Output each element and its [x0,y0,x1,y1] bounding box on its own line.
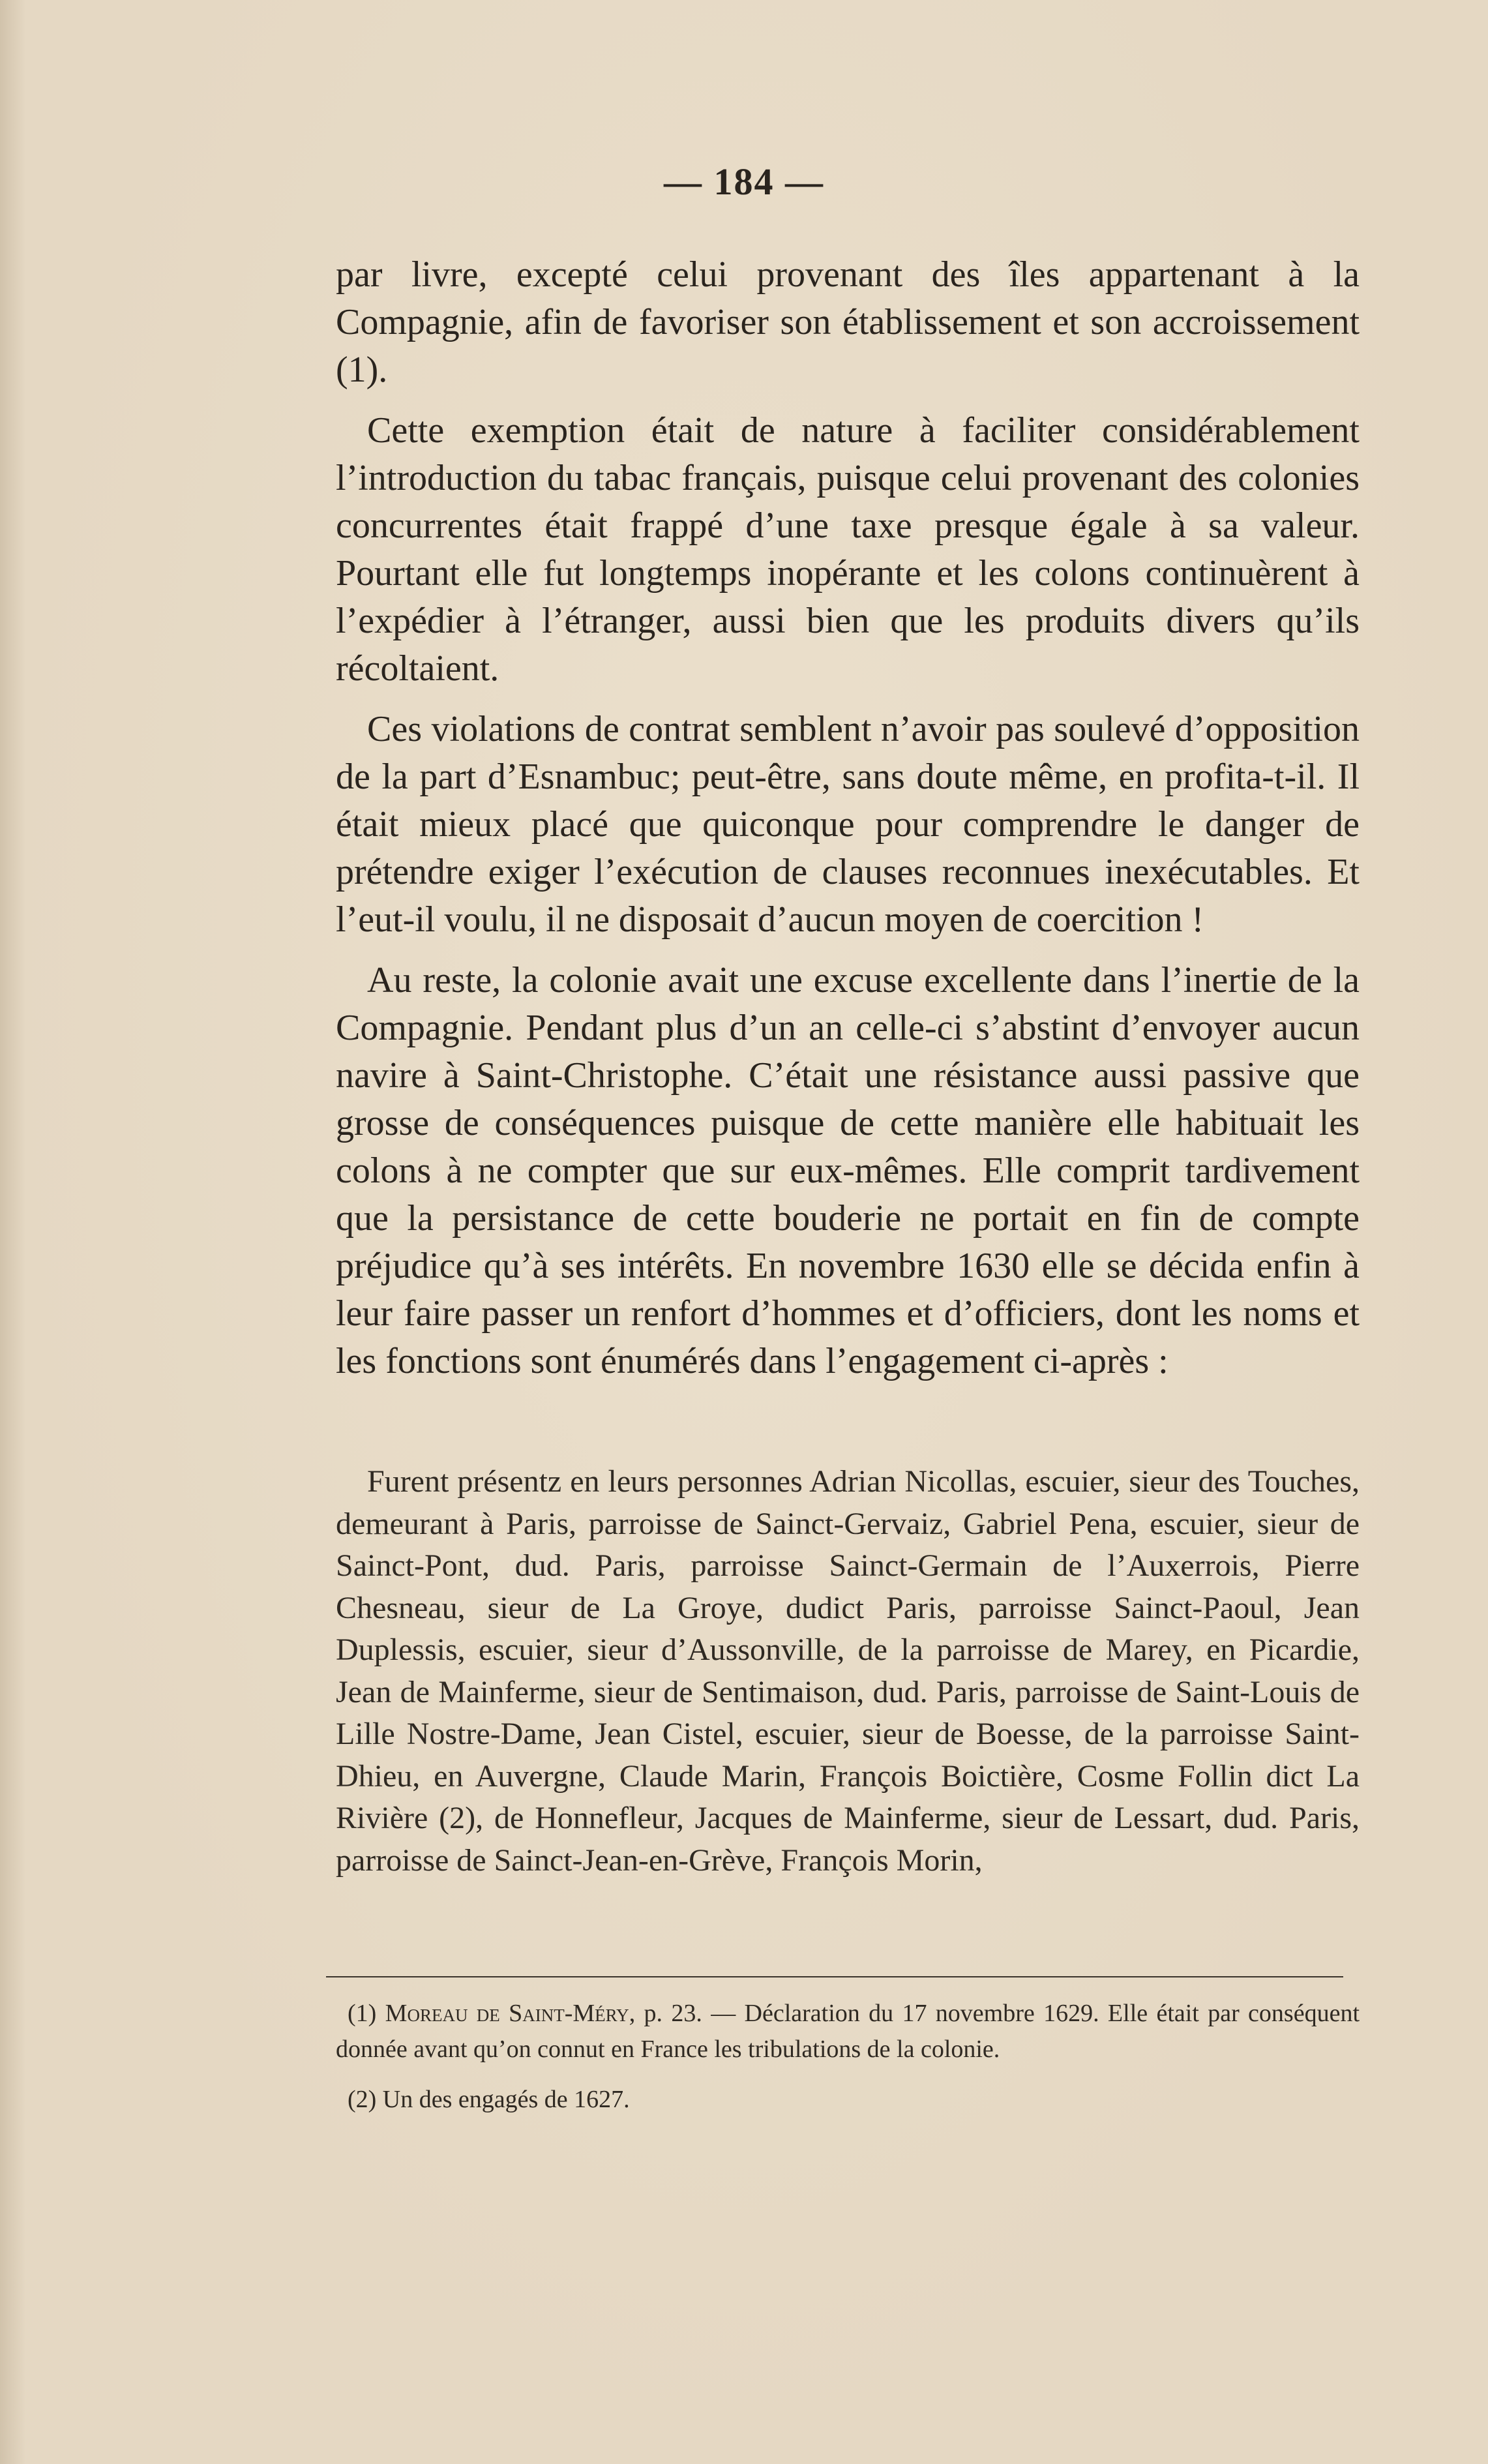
paragraph-3: Ces violations de contrat semblent n’avoir pas soulevé d’opposition de la part d’Esnambuc; peut-être, sans doute même, en profita-t-il. Il était mieux placé que quiconque pour comprendre le danger de prétendre exiger l’exécution de clauses reconnues inexécutables. Et l’eut-il voulu, il ne disposait d’aucun moyen de coercition ! [336,709,1360,940]
main-text [336,251,1360,1398]
footnote-divider [326,1976,1343,1977]
footnote-1 [336,1996,1360,2067]
footnote-1-marker: (1) [348,2000,377,2027]
paragraph-2: Cette exemption était de nature à faciliter considérablement l’introduction du tabac français, puisque celui provenant des colonies concurrentes était frappé d’une taxe presque égale à sa valeur. Pourtant elle fut longtemps inopérante et les colons continuèrent à l’expédier à l’étranger, aussi bien que les produits divers qu’ils récoltaient. [336,410,1360,689]
paragraph-1: par livre, excepté celui provenant des îles appartenant à la Compagnie, afin de favoriser son établissement et son accroissement (1). [336,254,1360,390]
footnotes [336,1996,1360,2132]
footnote-1-text: , p. 23. — Déclaration du 17 novembre 1629. Elle était par conséquent donnée avant qu’on connut en France les tribulations de la colonie. [336,2000,1360,2063]
footnote-1-author: Moreau de Saint-Méry [385,2000,629,2027]
spine-shadow [0,0,26,2464]
paragraph-4: Au reste, la colonie avait une excuse excellente dans l’inertie de la Compagnie. Pendant plus d’un an celle-ci s’abstint d’envoyer aucun navire à Saint-Christophe. C’était une résistance aussi passive que grosse de conséquences puisque de cette manière elle habituait les colons à ne compter que sur eux-mêmes. Elle comprit tardivement que la persistance de cette bouderie ne portait en fin de compte préjudice qu’à ses intérêts. En novembre 1630 elle se décida enfin à leur faire passer un renfort d’hommes et d’officiers, dont les noms et les fonctions sont énumérés dans l’engagement ci-après : [336,960,1360,1381]
page-number: — 184 — [664,160,824,203]
quoted-document [336,1461,1360,1882]
footnote-2: (2) Un des engagés de 1627. [348,2086,630,2113]
quoted-engagement-text: Furent présentz en leurs personnes Adrian Nicollas, escuier, sieur des Touches, demeurant à Paris, parroisse de Sainct-Gervaiz, Gabriel Pena, escuier, sieur de Sainct-Pont, dud. Paris, parroisse Sainct-Germain de l’Auxerrois, Pierre Chesneau, sieur de La Groye, dudict Paris, parroisse Sainct-Paoul, Jean Duplessis, escuier, sieur d’Aussonville, de la parroisse de Marey, en Picardie, Jean de Mainferme, sieur de Sentimaison, dud. Paris, parroisse de Saint-Louis de Lille Nostre-Dame, Jean Cistel, escuier, sieur de Boesse, de la parroisse Saint-Dhieu, en Auvergne, Claude Marin, François Boictière, Cosme Follin dict La Rivière (2), de Honnefleur, Jacques de Mainferme, sieur de Lessart, dud. Paris, parroisse de Sainct-Jean-en-Grève, François Morin, [336,1464,1360,1878]
